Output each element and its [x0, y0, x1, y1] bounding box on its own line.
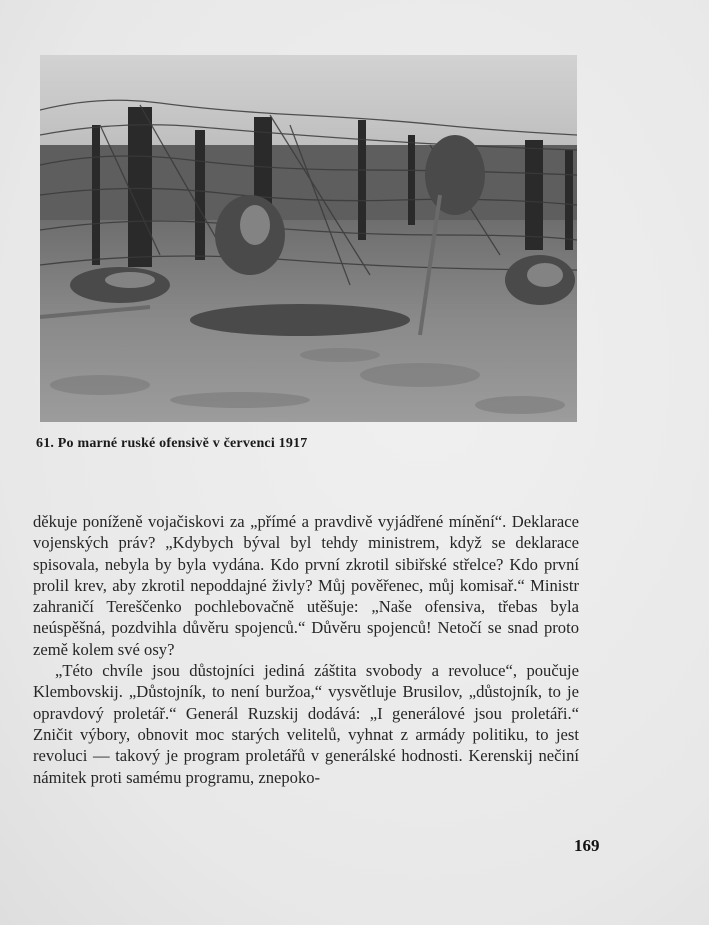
war-photograph [40, 55, 577, 422]
page-number: 169 [574, 836, 600, 855]
paragraph: děkuje poníženě vojačiskovi za „přímé a pravdivě vyjádřené mínění“. Deklarace vojenských práv? „Kdybych býval byl tehdy ministrem, když se deklarace spisovala, nebyla by byla vydána. Kdo první zkrotil sibiřské střelce? Kdo první prolil krev, aby zkrotil nepoddajné živly? Můj pověřenec, můj komisař.“ Ministr zahraničí Tereščenko pochlebovačně utěšuje: „Naše ofensiva, třebas byla neúspěšná, pozdvihla důvěru spojenců.“ Důvěru spojenců! Netočí se snad proto země kolem své osy? [33, 512, 579, 659]
photo-barbed-wire-scene [40, 55, 577, 422]
body-text [33, 511, 579, 788]
paragraph: „Této chvíle jsou důstojníci jediná záštita svobody a revoluce“, poučuje Klembovskij. „Důstojník, to není buržoa,“ vysvětluje Brusilov, „důstojník, to je opravdový proletář.“ Generál Ruzskij dodává: „I generálové jsou proletáři.“ Zničit výbory, obnovit moc starých velitelů, vyhnat z armády politiku, to jest revoluci — takový je program proletářů v generálské hodnosti. Kerenskij nečiní námitek proti samému programu, znepoko- [33, 661, 579, 787]
photo-caption: 61. Po marné ruské ofensivě v červenci 1917 [36, 436, 308, 451]
